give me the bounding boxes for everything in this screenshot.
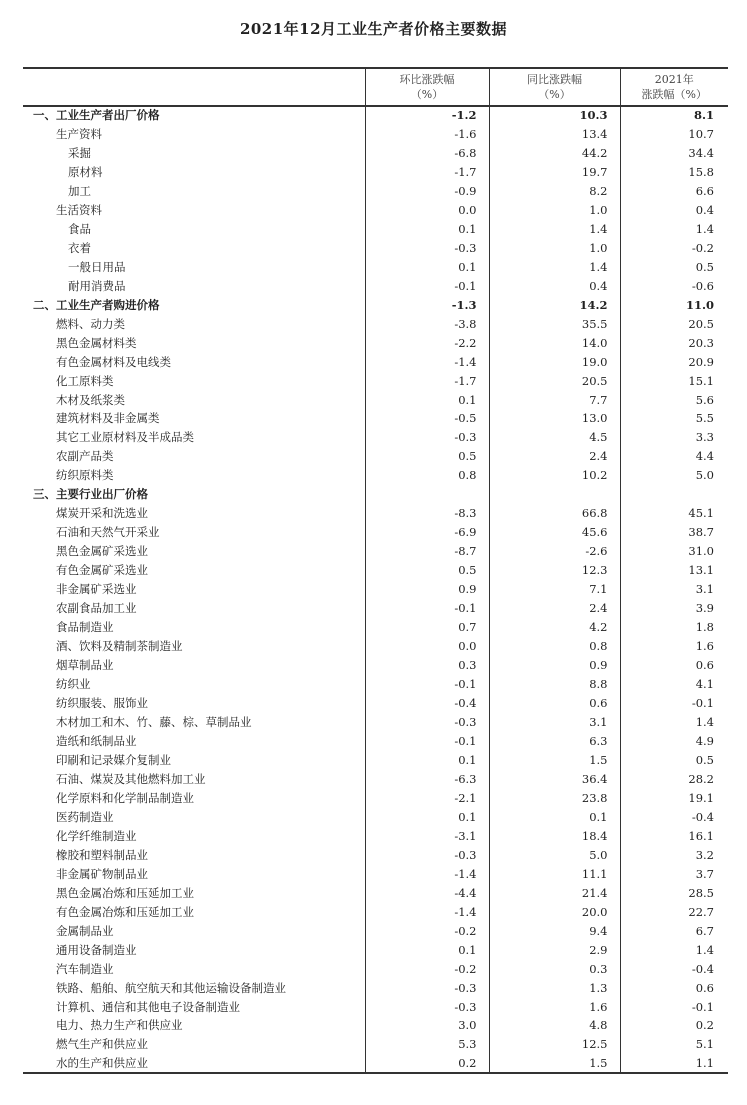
row-label: 三、主要行业出厂价格 (33, 487, 148, 502)
table-row (23, 334, 728, 353)
header-mom-unit: （%） (410, 88, 444, 101)
table-row (23, 542, 728, 561)
table-row (23, 523, 728, 542)
cell-mom: -0.4 (365, 694, 489, 713)
cell-mom: -0.3 (365, 239, 489, 258)
cell-mom: 0.9 (365, 580, 489, 599)
row-label: 化学纤维制造业 (56, 828, 137, 843)
table-row (23, 713, 728, 732)
header-yoy-unit: （%） (538, 88, 571, 101)
cell-yoy: 10.3 (489, 106, 620, 125)
row-label: 其它工业原材料及半成品类 (56, 430, 194, 445)
cell-annual: -0.1 (620, 998, 728, 1017)
cell-mom: 0.5 (365, 561, 489, 580)
cell-mom: 0.8 (365, 466, 489, 485)
row-label: 烟草制品业 (56, 658, 114, 673)
table-row (23, 884, 728, 903)
cell-mom: -6.9 (365, 523, 489, 542)
row-label: 木材加工和木、竹、藤、棕、草制品业 (56, 714, 252, 729)
row-label: 汽车制造业 (56, 961, 114, 976)
cell-mom (365, 485, 489, 504)
table-row (23, 751, 728, 770)
table-row (23, 979, 728, 998)
cell-annual: 0.6 (620, 979, 728, 998)
cell-yoy: 1.4 (489, 220, 620, 239)
cell-mom: -3.8 (365, 315, 489, 334)
table-row (23, 201, 728, 220)
cell-annual: -0.1 (620, 694, 728, 713)
cell-annual: 1.4 (620, 713, 728, 732)
row-label: 化学原料和化学制品制造业 (56, 790, 194, 805)
cell-annual: 5.1 (620, 1035, 728, 1054)
cell-yoy: 11.1 (489, 865, 620, 884)
cell-annual: 0.5 (620, 258, 728, 277)
cell-mom: -0.1 (365, 675, 489, 694)
table-row (23, 770, 728, 789)
cell-mom: -0.3 (365, 428, 489, 447)
cell-mom: 0.1 (365, 941, 489, 960)
cell-yoy: 23.8 (489, 789, 620, 808)
cell-yoy: 7.1 (489, 580, 620, 599)
cell-mom: 0.1 (365, 391, 489, 410)
row-label: 生活资料 (56, 202, 102, 217)
table-row (23, 163, 728, 182)
row-label: 农副食品加工业 (56, 601, 137, 616)
cell-mom: 3.0 (365, 1017, 489, 1036)
row-label: 有色金属材料及电线类 (56, 354, 171, 369)
cell-annual: 5.0 (620, 466, 728, 485)
table-row (23, 827, 728, 846)
cell-yoy: 1.3 (489, 979, 620, 998)
cell-mom: 0.7 (365, 618, 489, 637)
cell-mom: -0.1 (365, 277, 489, 296)
cell-annual: 8.1 (620, 106, 728, 125)
table-row (23, 239, 728, 258)
cell-yoy: 0.9 (489, 656, 620, 675)
row-label: 石油、煤炭及其他燃料加工业 (56, 771, 206, 786)
cell-annual: 28.5 (620, 884, 728, 903)
cell-yoy: 1.0 (489, 239, 620, 258)
header-yoy-title: 同比涨跌幅 (527, 73, 582, 86)
table-header-row (23, 68, 728, 106)
cell-annual: 10.7 (620, 125, 728, 144)
row-label: 燃料、动力类 (56, 316, 125, 331)
table-row (23, 903, 728, 922)
table-row (23, 941, 728, 960)
cell-yoy: 2.4 (489, 599, 620, 618)
cell-yoy: 4.5 (489, 428, 620, 447)
cell-mom: -1.3 (365, 296, 489, 315)
cell-yoy: 8.2 (489, 182, 620, 201)
cell-yoy: 8.8 (489, 675, 620, 694)
row-label: 水的生产和供应业 (23, 1054, 365, 1073)
cell-mom: -1.4 (365, 865, 489, 884)
cell-annual: -0.2 (620, 239, 728, 258)
cell-yoy: 1.5 (489, 751, 620, 770)
cell-mom: -1.4 (365, 353, 489, 372)
cell-yoy: 35.5 (489, 315, 620, 334)
header-category (23, 68, 365, 106)
cell-yoy: 14.2 (489, 296, 620, 315)
section-row (23, 296, 728, 315)
cell-mom: -0.3 (365, 979, 489, 998)
row-label: 医药制造业 (56, 809, 114, 824)
header-yoy (489, 68, 620, 106)
cell-annual (620, 485, 728, 504)
cell-yoy: 6.3 (489, 732, 620, 751)
cell-annual: 5.6 (620, 391, 728, 410)
cell-annual: 3.9 (620, 599, 728, 618)
cell-mom: -8.7 (365, 542, 489, 561)
cell-mom: -1.6 (365, 125, 489, 144)
cell-mom: 0.1 (365, 751, 489, 770)
row-label: 食品制造业 (56, 620, 114, 635)
cell-annual: 28.2 (620, 770, 728, 789)
header-annual (620, 68, 728, 106)
cell-annual: 1.1 (620, 1054, 728, 1073)
row-label: 纺织业 (56, 677, 91, 692)
row-label: 通用设备制造业 (56, 942, 137, 957)
cell-mom: -4.4 (365, 884, 489, 903)
cell-yoy: 45.6 (489, 523, 620, 542)
cell-annual: 0.4 (620, 201, 728, 220)
cell-yoy: 4.8 (489, 1017, 620, 1036)
cell-yoy: 7.7 (489, 391, 620, 410)
cell-yoy: 20.0 (489, 903, 620, 922)
cell-mom: -3.1 (365, 827, 489, 846)
cell-mom: -1.4 (365, 903, 489, 922)
cell-annual: 0.2 (620, 1017, 728, 1036)
row-label: 黑色金属矿采选业 (56, 544, 148, 559)
cell-yoy: 5.0 (489, 846, 620, 865)
cell-mom: -0.5 (365, 410, 489, 429)
row-label: 计算机、通信和其他电子设备制造业 (56, 999, 240, 1014)
header-annual-unit: 涨跌幅（%） (641, 88, 707, 101)
cell-yoy: 12.3 (489, 561, 620, 580)
cell-mom: -2.2 (365, 334, 489, 353)
table-row (23, 675, 728, 694)
cell-annual: 16.1 (620, 827, 728, 846)
cell-yoy: 1.5 (489, 1054, 620, 1073)
table-row (23, 922, 728, 941)
row-label: 印刷和记录媒介复制业 (56, 752, 171, 767)
cell-yoy: 0.4 (489, 277, 620, 296)
cell-yoy: 13.4 (489, 125, 620, 144)
cell-annual: 4.4 (620, 447, 728, 466)
cell-mom: -1.7 (365, 163, 489, 182)
table-row (23, 732, 728, 751)
cell-yoy: 12.5 (489, 1035, 620, 1054)
row-label: 黑色金属冶炼和压延加工业 (56, 885, 194, 900)
cell-annual: 6.7 (620, 922, 728, 941)
cell-annual: 1.8 (620, 618, 728, 637)
cell-yoy: 0.6 (489, 694, 620, 713)
cell-mom: -0.3 (365, 998, 489, 1017)
table-row (23, 182, 728, 201)
cell-yoy: 0.8 (489, 637, 620, 656)
cell-annual: 34.4 (620, 144, 728, 163)
cell-yoy: 9.4 (489, 922, 620, 941)
row-label: 铁路、船舶、航空航天和其他运输设备制造业 (56, 980, 286, 995)
cell-yoy: 2.9 (489, 941, 620, 960)
cell-annual: 5.5 (620, 410, 728, 429)
cell-annual: 0.6 (620, 656, 728, 675)
table-row (23, 618, 728, 637)
cell-mom: -2.1 (365, 789, 489, 808)
cell-annual: 1.4 (620, 220, 728, 239)
cell-yoy: 4.2 (489, 618, 620, 637)
row-label: 石油和天然气开采业 (56, 525, 160, 540)
cell-yoy: 0.3 (489, 960, 620, 979)
header-mom-title: 环比涨跌幅 (399, 73, 455, 86)
section-row (23, 485, 728, 504)
cell-yoy: 14.0 (489, 334, 620, 353)
header-mom (365, 68, 489, 106)
cell-mom: -0.3 (365, 846, 489, 865)
row-label: 纺织原料类 (56, 468, 114, 483)
row-label: 木材及纸浆类 (56, 392, 125, 407)
cell-yoy: 1.0 (489, 201, 620, 220)
table-row (23, 372, 728, 391)
cell-annual: 20.5 (620, 315, 728, 334)
row-label: 加工 (68, 183, 91, 198)
cell-annual: 4.1 (620, 675, 728, 694)
row-label: 橡胶和塑料制品业 (56, 847, 148, 862)
row-label: 燃气生产和供应业 (56, 1037, 148, 1052)
cell-mom: -0.1 (365, 732, 489, 751)
cell-yoy: 18.4 (489, 827, 620, 846)
table-row (23, 466, 728, 485)
row-label: 造纸和纸制品业 (56, 733, 137, 748)
cell-yoy: 10.2 (489, 466, 620, 485)
cell-annual: 1.6 (620, 637, 728, 656)
table-row (23, 353, 728, 372)
cell-yoy: 19.7 (489, 163, 620, 182)
cell-mom: 0.2 (365, 1054, 489, 1073)
table-row (23, 656, 728, 675)
cell-annual: 31.0 (620, 542, 728, 561)
table-row (23, 220, 728, 239)
table-row (23, 694, 728, 713)
cell-yoy: 3.1 (489, 713, 620, 732)
cell-annual: 11.0 (620, 296, 728, 315)
cell-annual: 38.7 (620, 523, 728, 542)
section-row (23, 106, 728, 125)
cell-annual: 15.8 (620, 163, 728, 182)
cell-yoy: 66.8 (489, 504, 620, 523)
table-row (23, 789, 728, 808)
table-row (23, 315, 728, 334)
cell-mom: 0.3 (365, 656, 489, 675)
row-label: 非金属矿采选业 (56, 582, 137, 597)
row-label: 纺织服装、服饰业 (56, 696, 148, 711)
cell-annual: 13.1 (620, 561, 728, 580)
cell-mom: -0.2 (365, 922, 489, 941)
cell-yoy (489, 485, 620, 504)
row-label: 电力、热力生产和供应业 (56, 1018, 183, 1033)
cell-annual: 20.9 (620, 353, 728, 372)
cell-annual: 3.3 (620, 428, 728, 447)
cell-mom: 0.1 (365, 258, 489, 277)
cell-annual: 15.1 (620, 372, 728, 391)
row-label: 煤炭开采和洗选业 (56, 506, 148, 521)
cell-mom: 5.3 (365, 1035, 489, 1054)
row-label: 化工原料类 (56, 373, 114, 388)
row-label: 食品 (68, 221, 91, 236)
table-row (23, 447, 728, 466)
table-row (23, 391, 728, 410)
page-title: 2021年12月工业生产者价格主要数据 (239, 20, 508, 38)
row-label: 生产资料 (56, 126, 102, 141)
table-row (23, 277, 728, 296)
cell-yoy: 44.2 (489, 144, 620, 163)
cell-mom: 0.1 (365, 808, 489, 827)
table-body (23, 106, 728, 1073)
row-label: 二、工业生产者购进价格 (33, 297, 160, 312)
cell-annual: 22.7 (620, 903, 728, 922)
cell-mom: 0.0 (365, 637, 489, 656)
row-label: 有色金属矿采选业 (56, 563, 148, 578)
table-row (23, 1017, 728, 1036)
cell-mom: -8.3 (365, 504, 489, 523)
cell-yoy: 0.1 (489, 808, 620, 827)
cell-mom: 0.5 (365, 447, 489, 466)
table-row (23, 998, 728, 1017)
row-label: 非金属矿物制品业 (56, 866, 148, 881)
table-row (23, 580, 728, 599)
cell-mom: -0.2 (365, 960, 489, 979)
row-label: 一、工业生产者出厂价格 (33, 108, 160, 123)
table-row (23, 846, 728, 865)
row-label: 农副产品类 (56, 449, 114, 464)
cell-annual: 3.1 (620, 580, 728, 599)
cell-mom: -0.3 (365, 713, 489, 732)
table-row (23, 144, 728, 163)
cell-annual: 45.1 (620, 504, 728, 523)
table-row (23, 865, 728, 884)
table-row (23, 808, 728, 827)
table-row (23, 410, 728, 429)
cell-mom: -6.3 (365, 770, 489, 789)
cell-mom: 0.1 (365, 220, 489, 239)
row-label: 酒、饮料及精制茶制造业 (56, 639, 183, 654)
cell-annual: 19.1 (620, 789, 728, 808)
cell-annual: 4.9 (620, 732, 728, 751)
price-data-table (23, 67, 728, 1074)
row-label: 采掘 (68, 145, 91, 160)
cell-yoy: 36.4 (489, 770, 620, 789)
cell-annual: -0.4 (620, 960, 728, 979)
cell-yoy: 21.4 (489, 884, 620, 903)
row-label: 黑色金属材料类 (56, 335, 137, 350)
row-label: 金属制品业 (56, 923, 114, 938)
cell-mom: -1.7 (365, 372, 489, 391)
cell-annual: 0.5 (620, 751, 728, 770)
cell-annual: 3.7 (620, 865, 728, 884)
cell-annual: -0.4 (620, 808, 728, 827)
cell-yoy: 20.5 (489, 372, 620, 391)
table-row (23, 504, 728, 523)
row-label: 衣着 (68, 240, 91, 255)
row-label: 一般日用品 (68, 259, 126, 274)
cell-yoy: 19.0 (489, 353, 620, 372)
cell-yoy: 2.4 (489, 447, 620, 466)
row-label: 耐用消费品 (68, 278, 126, 293)
cell-mom: -0.1 (365, 599, 489, 618)
header-annual-title: 2021年 (654, 73, 694, 86)
cell-annual: 1.4 (620, 941, 728, 960)
cell-annual: -0.6 (620, 277, 728, 296)
cell-yoy: 13.0 (489, 410, 620, 429)
table-row (23, 599, 728, 618)
row-label: 原材料 (68, 164, 103, 179)
table-row (23, 561, 728, 580)
cell-mom: 0.0 (365, 201, 489, 220)
table-row (23, 960, 728, 979)
cell-mom: -6.8 (365, 144, 489, 163)
cell-annual: 20.3 (620, 334, 728, 353)
cell-annual: 3.2 (620, 846, 728, 865)
cell-yoy: 1.4 (489, 258, 620, 277)
cell-yoy: -2.6 (489, 542, 620, 561)
table-row (23, 637, 728, 656)
table-row (23, 428, 728, 447)
cell-mom: -0.9 (365, 182, 489, 201)
cell-annual: 6.6 (620, 182, 728, 201)
cell-yoy: 1.6 (489, 998, 620, 1017)
cell-mom: -1.2 (365, 106, 489, 125)
table-row (23, 258, 728, 277)
table-row (23, 1054, 728, 1073)
table-row (23, 125, 728, 144)
table-row (23, 1035, 728, 1054)
row-label: 有色金属冶炼和压延加工业 (56, 904, 194, 919)
row-label: 建筑材料及非金属类 (56, 411, 160, 426)
